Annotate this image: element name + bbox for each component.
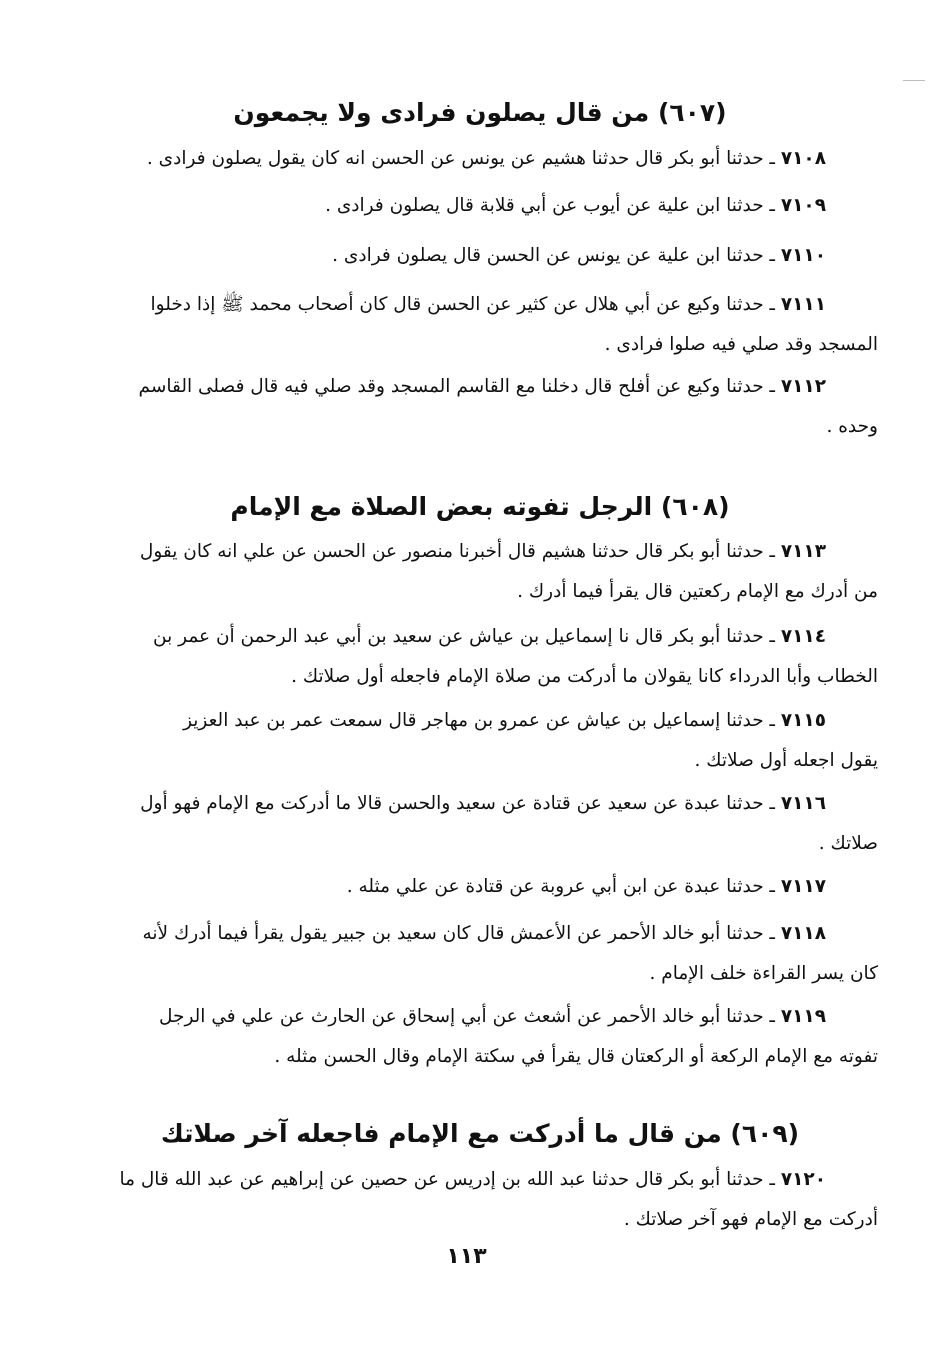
hadith-entry: [78, 784, 878, 864]
hadith-text: كان يسر القراءة خلف الإمام .: [649, 963, 878, 984]
hadith-text: ـ حدثنا أبو خالد الأحمر عن أشعث عن أبي إسحاق عن الحارث عن علي في الرجل: [159, 1006, 775, 1027]
scan-mark: [903, 80, 925, 81]
hadith-text: الخطاب وأبا الدرداء كانا يقولان ما أدركت من صلاة الإمام فاجعله أول صلاتك .: [291, 666, 878, 687]
hadith-number: ٧١١٩: [780, 1006, 826, 1027]
hadith-text: ـ حدثنا عبدة عن ابن أبي عروبة عن قتادة عن علي مثله .: [346, 876, 775, 897]
hadith-text: أدركت مع الإمام فهو آخر صلاتك .: [623, 1209, 878, 1230]
hadith-entry: [78, 367, 878, 447]
hadith-number: ٧١٠٩: [780, 195, 826, 216]
hadith-text: ـ حدثنا ابن علية عن أيوب عن أبي قلابة قال يصلون فرادى .: [325, 195, 775, 216]
section-heading: (٦٠٨) الرجل تفوته بعض الصلاة مع الإمام: [230, 492, 730, 521]
hadith-text: ـ حدثنا أبو بكر قال حدثنا هشيم عن يونس عن الحسن انه كان يقول يصلون فرادى .: [146, 148, 775, 169]
hadith-entry: [78, 285, 878, 365]
hadith-text: ـ حدثنا وكيع عن أفلح قال دخلنا مع القاسم المسجد وقد صلي فيه قال فصلى القاسم: [138, 376, 775, 397]
hadith-number: ٧١١٥: [780, 710, 826, 731]
hadith-entry: [78, 236, 878, 276]
hadith-text: وحده .: [826, 416, 878, 437]
hadith-text: يقول اجعله أول صلاتك .: [694, 750, 878, 771]
hadith-text: تفوته مع الإمام الركعة أو الركعتان قال يقرأ في سكتة الإمام وقال الحسن مثله .: [274, 1046, 878, 1067]
hadith-text: من أدرك مع الإمام ركعتين قال يقرأ فيما أدرك .: [517, 581, 878, 602]
hadith-number: ٧١١١: [780, 294, 826, 315]
hadith-entry: [78, 701, 878, 781]
hadith-text: ـ حدثنا أبو خالد الأحمر عن الأعمش قال كان سعيد بن جبير يقول يقرأ فيما أدرك لأنه: [142, 923, 775, 944]
hadith-text: صلاتك .: [818, 833, 878, 854]
hadith-entry: [78, 139, 878, 179]
section-heading: (٦٠٧) من قال يصلون فرادى ولا يجمعون: [233, 98, 727, 127]
hadith-text: ـ حدثنا ابن علية عن يونس عن الحسن قال يصلون فرادى .: [332, 245, 775, 266]
hadith-text: ـ حدثنا أبو بكر قال حدثنا عبد الله بن إدريس عن حصين عن إبراهيم عن عبد الله قال ما: [119, 1169, 775, 1190]
hadith-text: ـ حدثنا أبو بكر قال نا إسماعيل بن عياش عن سعيد بن أبي عبد الرحمن أن عمر بن: [153, 626, 775, 647]
hadith-number: ٧١١٧: [780, 876, 826, 897]
section-heading: (٦٠٩) من قال ما أدركت مع الإمام فاجعله آخر صلاتك: [160, 1119, 800, 1148]
hadith-number: ٧١١٢: [780, 376, 826, 397]
hadith-entry: [78, 1160, 878, 1240]
hadith-number: ٧١١٨: [780, 923, 826, 944]
hadith-text: المسجد وقد صلي فيه صلوا فرادى .: [604, 334, 878, 355]
hadith-entry: [78, 867, 878, 907]
hadith-entry: [78, 914, 878, 994]
hadith-entry: [78, 532, 878, 612]
hadith-entry: [78, 997, 878, 1077]
hadith-entry: [78, 617, 878, 697]
hadith-number: ٧١١٠: [780, 245, 826, 266]
hadith-number: ٧١١٦: [780, 793, 826, 814]
hadith-text: ـ حدثنا عبدة عن سعيد عن قتادة عن سعيد والحسن قالا ما أدركت مع الإمام فهو أول: [140, 793, 775, 814]
page-number: ١١٣: [446, 1244, 487, 1269]
hadith-text: ـ حدثنا إسماعيل بن عياش عن عمرو بن مهاجر قال سمعت عمر بن عبد العزيز: [183, 710, 775, 731]
hadith-number: ٧١١٣: [780, 541, 826, 562]
hadith-text: ـ حدثنا وكيع عن أبي هلال عن كثير عن الحسن قال كان أصحاب محمد ﷺ إذا دخلوا: [150, 294, 775, 315]
hadith-number: ٧١٠٨: [780, 148, 826, 169]
hadith-number: ٧١٢٠: [780, 1169, 826, 1190]
hadith-entry: [78, 186, 878, 226]
hadith-number: ٧١١٤: [780, 626, 826, 647]
hadith-text: ـ حدثنا أبو بكر قال حدثنا هشيم قال أخبرنا منصور عن الحسن عن علي انه كان يقول: [139, 541, 775, 562]
